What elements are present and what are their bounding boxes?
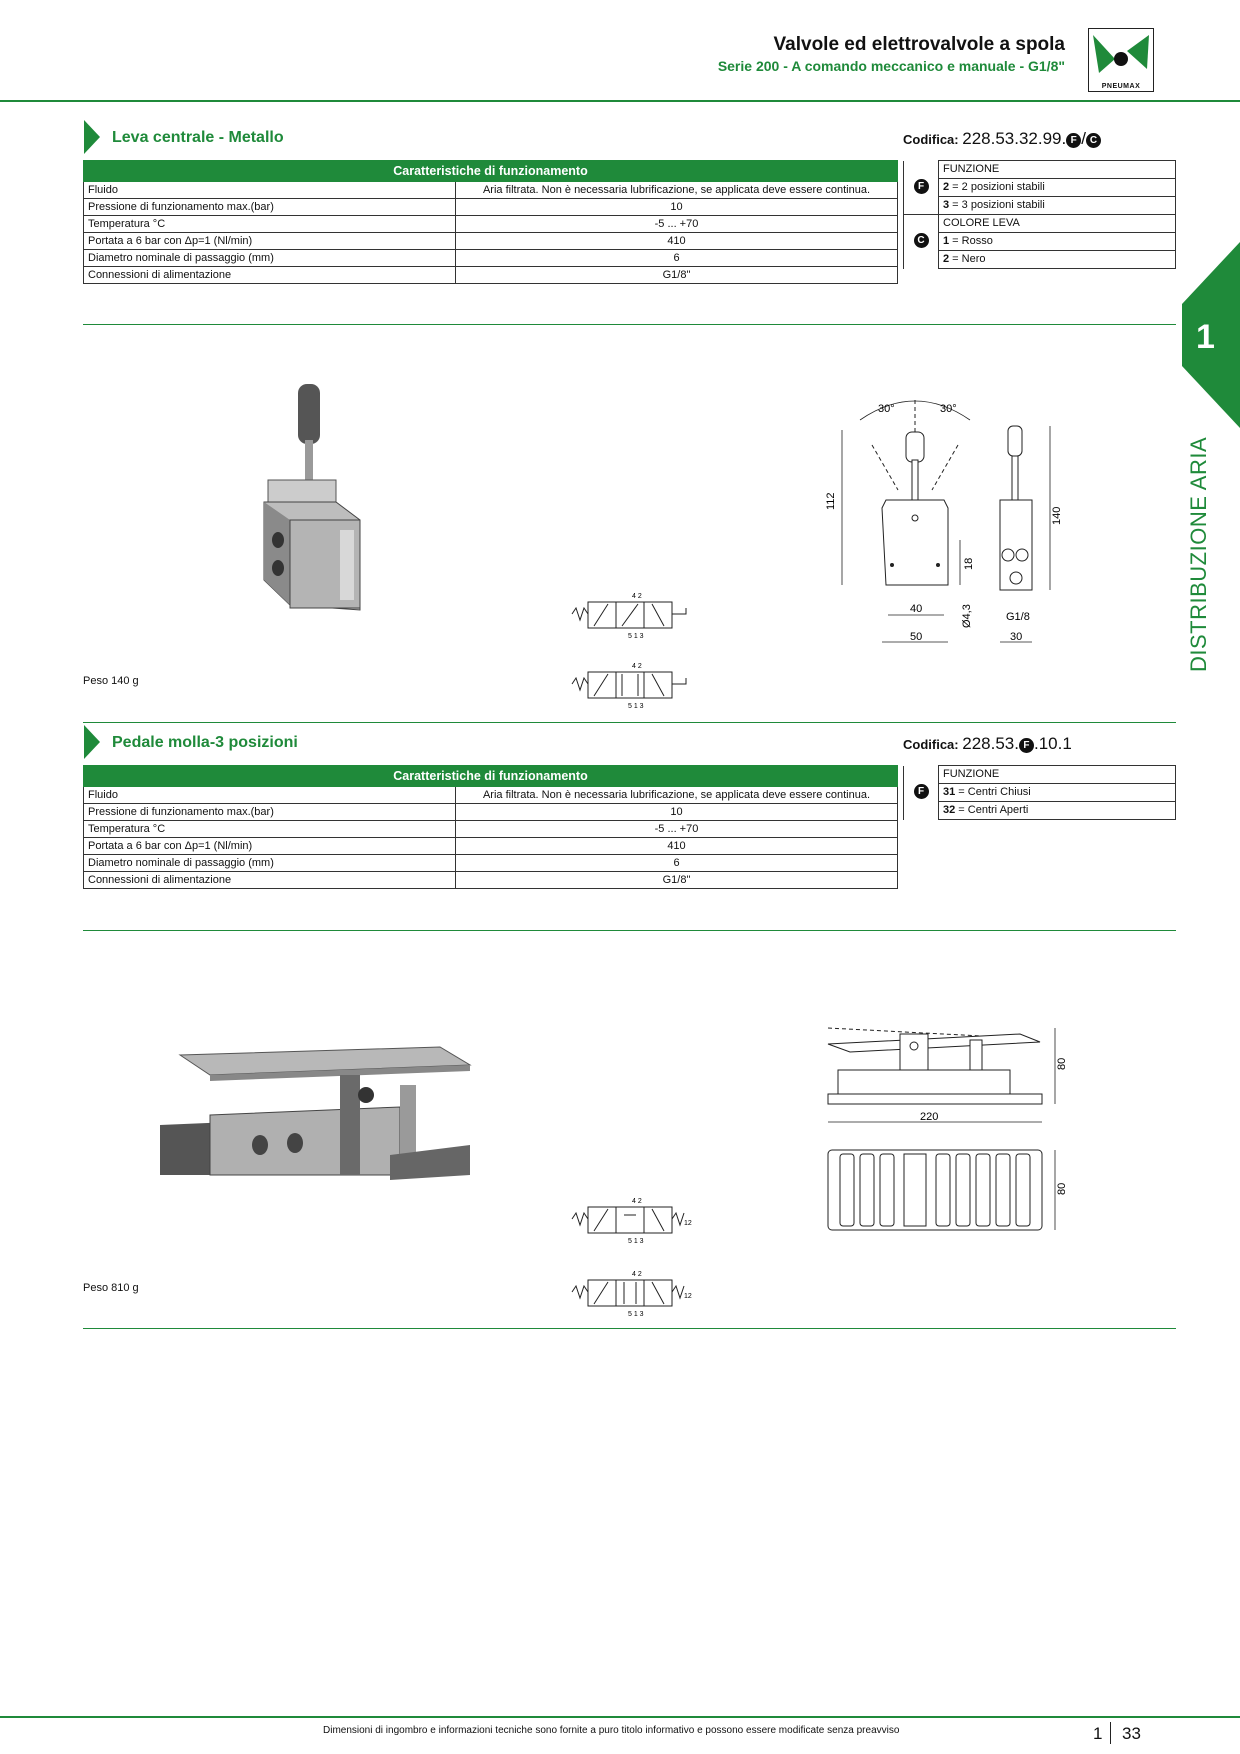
section-title-leva: Leva centrale - Metallo	[112, 129, 284, 146]
section-title-pedale: Pedale molla-3 posizioni	[112, 734, 298, 751]
svg-text:40: 40	[910, 603, 923, 615]
chapter-label: DISTRIBUZIONE ARIA	[1186, 436, 1211, 672]
badge-c-icon: C	[1086, 133, 1101, 148]
badge-f-icon: F	[914, 179, 929, 194]
chapter-number: 1	[1196, 318, 1215, 356]
valve-symbol-leva-3pos	[568, 660, 693, 712]
section-divider	[83, 930, 1176, 931]
svg-text:4 2: 4 2	[632, 1271, 642, 1278]
list-item: 32 = Centri Aperti	[904, 802, 1176, 820]
section-divider	[83, 324, 1176, 325]
svg-text:5 1 3: 5 1 3	[628, 1238, 644, 1245]
list-item: 2 = Nero	[904, 251, 1176, 269]
svg-text:80: 80	[1056, 1057, 1068, 1070]
page-subtitle: Serie 200 - A comando meccanico e manuale - G1/8"	[717, 58, 1065, 74]
codifica-code-pre: 228.53.	[962, 734, 1019, 753]
header-rule	[0, 100, 1240, 102]
leva-valve-photo	[250, 380, 390, 620]
section-arrow-icon	[84, 120, 100, 154]
footer-chapter: 1	[1093, 1724, 1103, 1743]
pedale-valve-photo	[150, 1025, 480, 1195]
table-row: Connessioni di alimentazione G1/8"	[84, 267, 898, 284]
svg-text:5 1 3: 5 1 3	[628, 633, 644, 640]
codifica-label: Codifica:	[903, 737, 959, 752]
table-row: Portata a 6 bar con Δp=1 (Nl/min) 410	[84, 838, 898, 855]
pedale-dimension-drawing	[820, 1020, 1070, 1240]
svg-text:5 1 3: 5 1 3	[628, 1311, 644, 1318]
svg-text:140: 140	[1051, 506, 1063, 525]
svg-text:12: 12	[684, 1293, 692, 1300]
leva-dimension-drawing	[820, 390, 1070, 655]
table-row: Temperatura °C -5 ... +70	[84, 821, 898, 838]
codifica-pedale	[903, 734, 1072, 754]
section-divider	[83, 1328, 1176, 1329]
table-row: Fluido Aria filtrata. Non è necessaria lubrificazione, se applicata deve essere continua.	[84, 787, 898, 804]
svg-text:Ø4,3: Ø4,3	[961, 604, 973, 628]
table-row: Pressione di funzionamento max.(bar) 10	[84, 804, 898, 821]
brand-logo	[1088, 28, 1154, 92]
svg-text:G1/8: G1/8	[1006, 611, 1030, 623]
table-row: Fluido Aria filtrata. Non è necessaria lubrificazione, se applicata deve essere continua.	[84, 182, 898, 199]
svg-text:220: 220	[920, 1111, 939, 1123]
list-item: 3 = 3 posizioni stabili	[904, 197, 1176, 215]
badge-c-icon: C	[914, 233, 929, 248]
valve-symbol-pedale-cc	[568, 1195, 693, 1250]
svg-text:112: 112	[825, 492, 837, 510]
list-item: 31 = Centri Chiusi	[904, 784, 1176, 802]
page-title: Valvole ed elettrovalvole a spola	[773, 34, 1065, 55]
spec-table-leva	[83, 160, 898, 284]
list-item: 2 = 2 posizioni stabili	[904, 179, 1176, 197]
svg-text:12: 12	[684, 1220, 692, 1227]
footer-rule	[0, 1716, 1240, 1718]
svg-text:4 2: 4 2	[632, 663, 642, 670]
svg-text:30: 30	[1010, 631, 1023, 643]
badge-f-icon: F	[1019, 738, 1034, 753]
codifica-sep: /	[1081, 129, 1086, 148]
svg-text:30°: 30°	[940, 403, 957, 415]
table-row: Portata a 6 bar con Δp=1 (Nl/min) 410	[84, 233, 898, 250]
peso-leva: Peso 140 g	[83, 675, 139, 687]
table-row: Temperatura °C -5 ... +70	[84, 216, 898, 233]
logo-text: PNEUMAX	[1101, 83, 1141, 90]
page-number: 33	[1122, 1724, 1141, 1743]
footer-separator	[1110, 1722, 1111, 1744]
valve-symbol-leva-2pos	[568, 590, 693, 642]
svg-text:50: 50	[910, 631, 923, 643]
section-divider	[83, 722, 1176, 723]
codifica-label: Codifica:	[903, 132, 959, 147]
badge-f-icon: F	[914, 784, 929, 799]
table-row: Pressione di funzionamento max.(bar) 10	[84, 199, 898, 216]
list-item: 1 = Rosso	[904, 233, 1176, 251]
section-arrow-icon	[84, 725, 100, 759]
valve-symbol-pedale-ca	[568, 1268, 693, 1323]
options-table-leva: F FUNZIONE 2 = 2 posizioni stabili 3 = 3 posizioni stabili C COLORE LEVA 1 = Rosso 2 = Nero	[903, 160, 1176, 269]
badge-f-icon: F	[1066, 133, 1081, 148]
table-row: Diametro nominale di passaggio (mm) 6	[84, 250, 898, 267]
svg-text:4 2: 4 2	[632, 1198, 642, 1205]
svg-text:80: 80	[1056, 1182, 1068, 1195]
table-row: Connessioni di alimentazione G1/8"	[84, 872, 898, 889]
svg-text:30°: 30°	[878, 403, 895, 415]
codifica-code-post: .10.1	[1033, 734, 1072, 753]
spec-table-header: Caratteristiche di funzionamento	[84, 161, 898, 182]
codifica-code: 228.53.32.99.	[962, 129, 1067, 148]
svg-text:4 2: 4 2	[632, 593, 642, 600]
svg-text:5 1 3: 5 1 3	[628, 703, 644, 710]
codifica-leva	[903, 129, 1101, 149]
svg-text:18: 18	[963, 557, 975, 570]
table-row: Diametro nominale di passaggio (mm) 6	[84, 855, 898, 872]
spec-table-pedale	[83, 765, 898, 889]
footer-disclaimer: Dimensioni di ingombro e informazioni tecniche sono fornite a puro titolo informativo e possono essere modificate senza preavviso	[323, 1725, 900, 1736]
options-table-pedale: F FUNZIONE 31 = Centri Chiusi 32 = Centri Aperti	[903, 765, 1176, 820]
spec-table-header: Caratteristiche di funzionamento	[84, 766, 898, 787]
peso-pedale: Peso 810 g	[83, 1282, 139, 1294]
